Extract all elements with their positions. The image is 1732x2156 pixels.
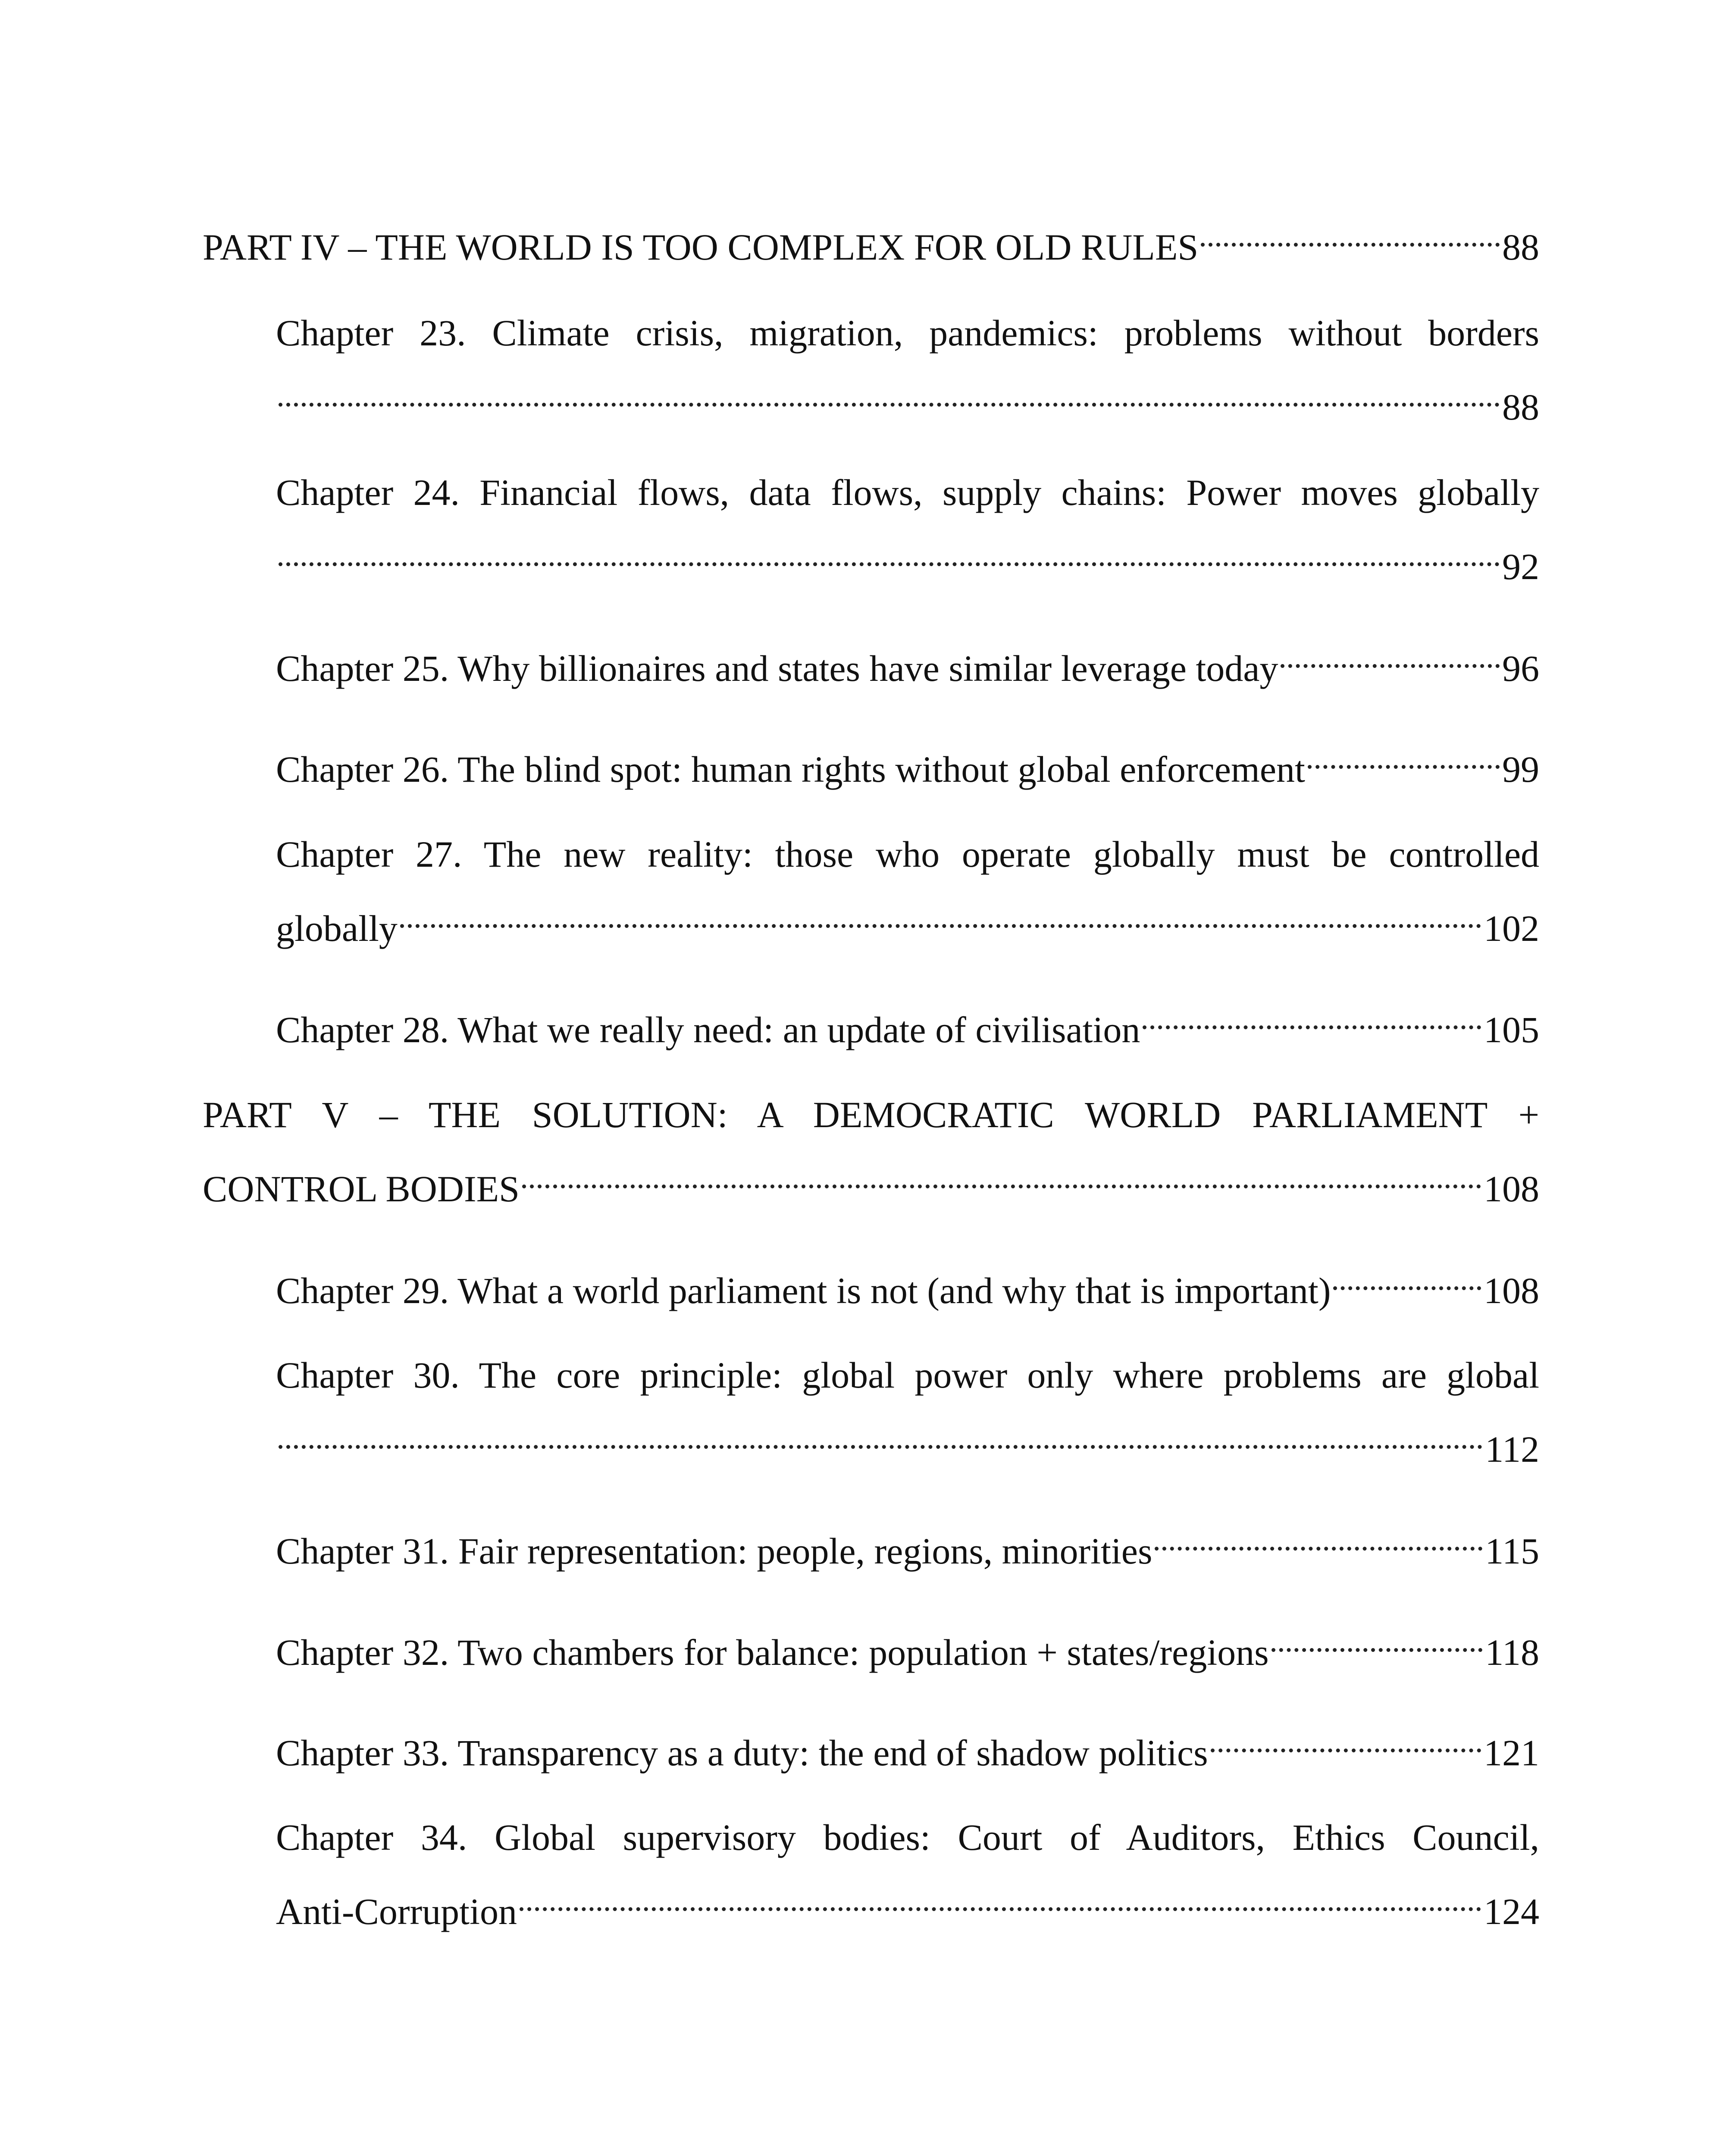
toc-chapter-27-title-line2: globally [276, 908, 398, 949]
toc-chapter-23-title: Chapter 23. Climate crisis, migration, pandemics: problems without borders [276, 312, 1539, 354]
dot-leader [1333, 1245, 1481, 1303]
dot-leader [1281, 623, 1500, 681]
dot-leader [520, 1866, 1481, 1924]
toc-chapter-32-page: 118 [1485, 1632, 1539, 1673]
dot-leader [1272, 1607, 1483, 1665]
toc-chapter-26-title: Chapter 26. The blind spot: human rights without global enforcement [276, 749, 1305, 790]
toc-part-v-title-line2: CONTROL BODIES [203, 1168, 520, 1210]
dot-leader [279, 521, 1500, 579]
toc-chapter-34-title-line1: Chapter 34. Global supervisory bodies: Court of Auditors, Ethics Council, [276, 1817, 1539, 1858]
dot-leader [1143, 984, 1481, 1042]
toc-chapter-34-page: 124 [1484, 1891, 1539, 1932]
toc-chapter-25-title: Chapter 25. Why billionaires and states have similar leverage today [276, 648, 1278, 689]
toc-chapter-29-title: Chapter 29. What a world parliament is not (and why that is important) [276, 1270, 1331, 1311]
toc-chapter-27-title-line1: Chapter 27. The new reality: those who operate globally must be controlled [276, 834, 1539, 875]
dot-leader [522, 1144, 1481, 1201]
toc-chapter-28-title: Chapter 28. What we really need: an update of civilisation [276, 1009, 1140, 1050]
toc-chapter-34-title-line2: Anti-Corruption [276, 1891, 517, 1932]
dot-leader [1211, 1708, 1481, 1765]
toc-part-v-title-line1: PART V – THE SOLUTION: A DEMOCRATIC WORLD PARLIAMENT + [203, 1094, 1539, 1135]
toc-part-v-page: 108 [1484, 1168, 1539, 1210]
toc-part-iv-title: PART IV – THE WORLD IS TOO COMPLEX FOR OLD RULES [203, 226, 1199, 268]
toc-chapter-30-page: 112 [1485, 1429, 1539, 1470]
toc-chapter-28-page: 105 [1484, 1009, 1539, 1050]
dot-leader [279, 1404, 1482, 1462]
dot-leader [400, 883, 1481, 941]
dot-leader [1155, 1506, 1482, 1564]
toc-chapter-25-page: 96 [1502, 648, 1539, 689]
toc-chapter-33-page: 121 [1484, 1732, 1539, 1774]
toc-chapter-26-page: 99 [1502, 749, 1539, 790]
toc-chapter-31-page: 115 [1485, 1530, 1539, 1572]
toc-chapter-27-page: 102 [1484, 908, 1539, 949]
toc-chapter-31-title: Chapter 31. Fair representation: people, regions, minorities [276, 1530, 1153, 1572]
dot-leader [1308, 724, 1500, 782]
toc-chapter-30-title: Chapter 30. The core principle: global power only where problems are global [276, 1354, 1539, 1396]
toc-chapter-33-title: Chapter 33. Transparency as a duty: the end of shadow politics [276, 1732, 1208, 1774]
toc-chapter-24-title: Chapter 24. Financial flows, data flows, supply chains: Power moves globally [276, 472, 1539, 513]
toc-part-iv-page: 88 [1502, 226, 1539, 268]
dot-leader [279, 362, 1500, 420]
toc-chapter-32-title: Chapter 32. Two chambers for balance: population + states/regions [276, 1632, 1269, 1673]
toc-chapter-23-page: 88 [1502, 386, 1539, 428]
toc-chapter-29-page: 108 [1484, 1270, 1539, 1311]
dot-leader [1201, 202, 1500, 260]
toc-chapter-24-page: 92 [1502, 546, 1539, 587]
